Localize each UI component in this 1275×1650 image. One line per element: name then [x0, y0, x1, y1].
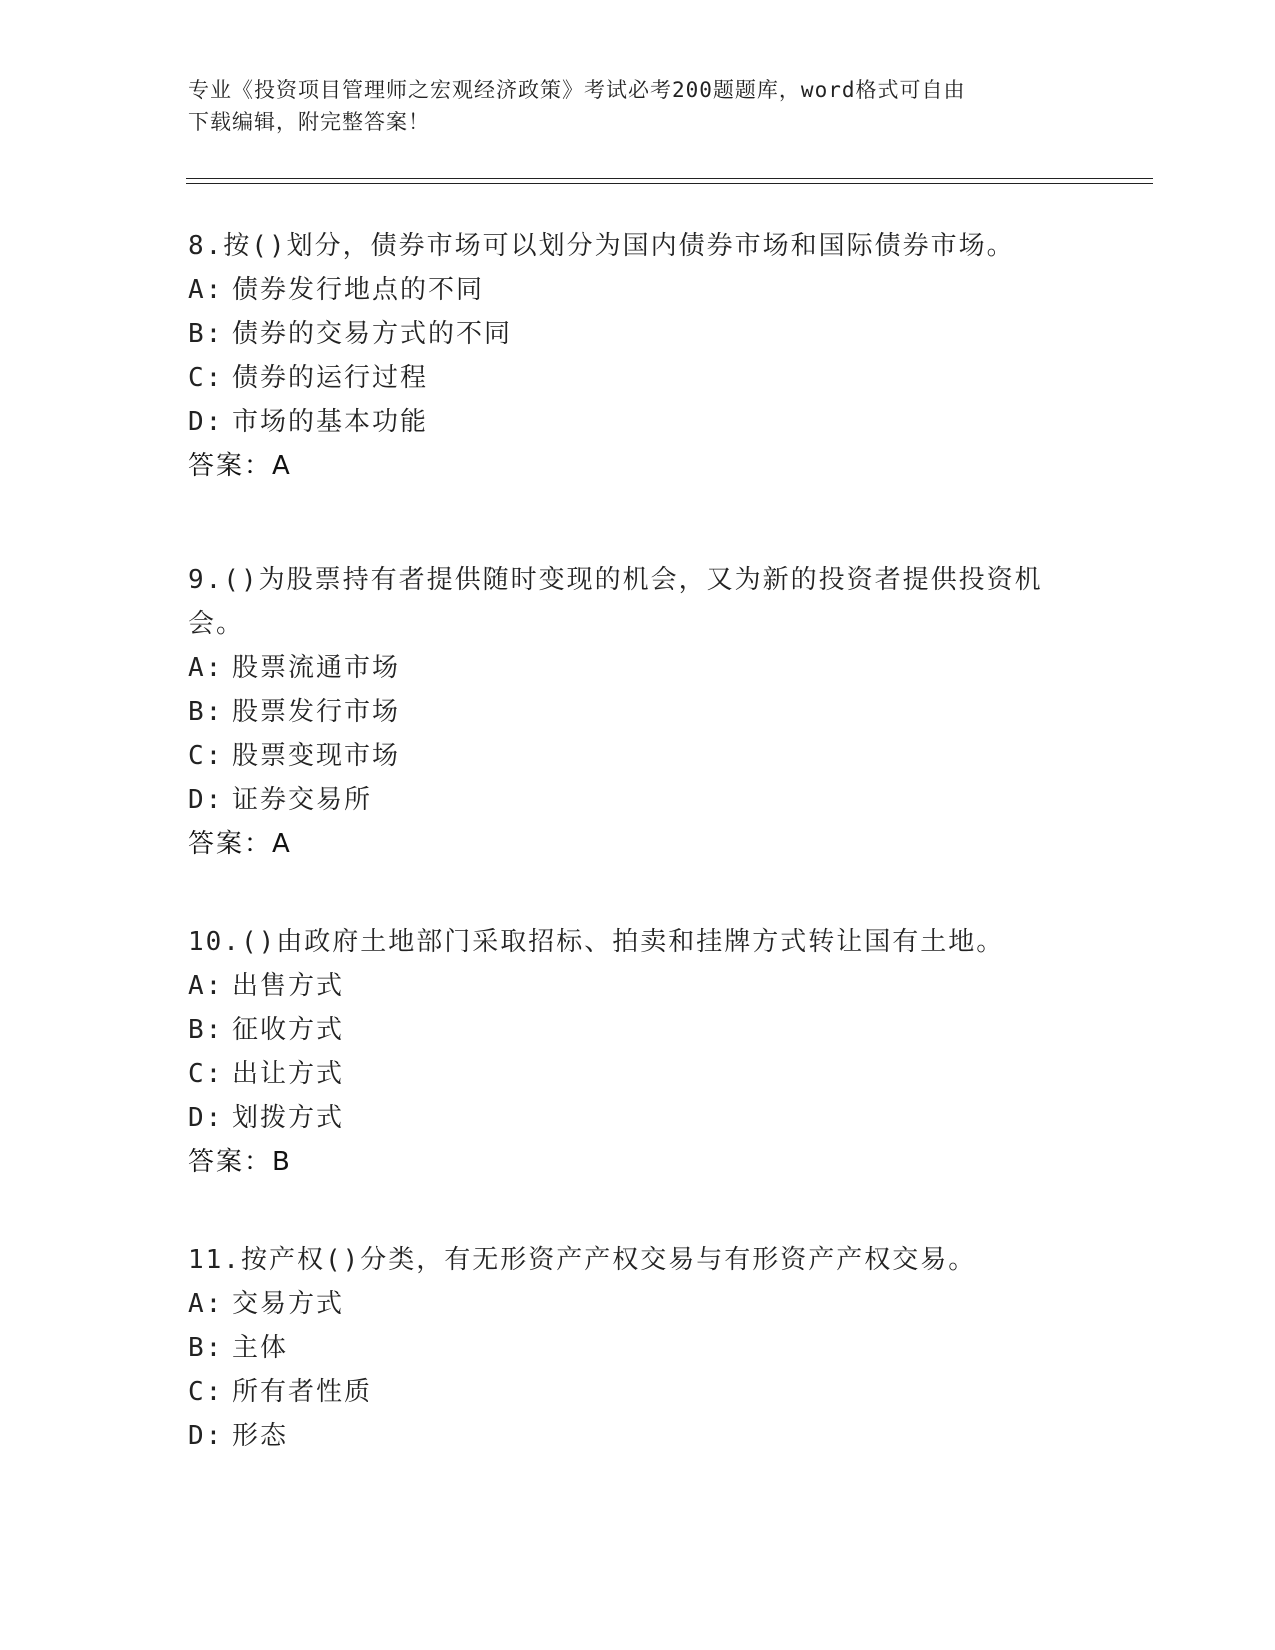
document-intro [188, 74, 1088, 138]
option-text: 股票发行市场 [232, 697, 401, 727]
option-b [188, 312, 1088, 356]
option-a [188, 268, 1088, 312]
option-text: 出让方式 [232, 1059, 345, 1089]
option-key: D: [188, 1421, 224, 1451]
intro-line-2: 下载编辑，附完整答案！ [188, 110, 430, 134]
option-text: 交易方式 [232, 1289, 345, 1319]
option-key: A: [188, 275, 224, 305]
question-stem: 10.()由政府土地部门采取招标、拍卖和挂牌方式转让国有土地。 [188, 927, 1005, 957]
answer-line: 答案：A [188, 451, 292, 481]
option-b [188, 1008, 1088, 1052]
option-key: C: [188, 1377, 224, 1407]
option-text: 股票变现市场 [232, 741, 401, 771]
option-a [188, 1282, 1088, 1326]
option-a [188, 646, 1088, 690]
option-text: 股票流通市场 [232, 653, 401, 683]
option-text: 市场的基本功能 [232, 407, 429, 437]
option-d [188, 778, 1088, 822]
option-key: B: [188, 1015, 224, 1045]
option-key: D: [188, 785, 224, 815]
option-text: 征收方式 [232, 1015, 345, 1045]
header-divider-bottom [186, 183, 1153, 184]
option-key: D: [188, 407, 224, 437]
option-d [188, 400, 1088, 444]
answer-line: 答案：A [188, 829, 292, 859]
option-d [188, 1414, 1088, 1458]
option-b [188, 1326, 1088, 1370]
option-d [188, 1096, 1088, 1140]
option-text: 形态 [232, 1421, 289, 1451]
option-text: 债券的交易方式的不同 [232, 319, 513, 349]
option-text: 主体 [232, 1333, 289, 1363]
option-key: C: [188, 363, 224, 393]
option-key: D: [188, 1103, 224, 1133]
option-b [188, 690, 1088, 734]
option-text: 证券交易所 [232, 785, 373, 815]
question-10 [188, 920, 1088, 1184]
question-stem: 11.按产权()分类，有无形资产产权交易与有形资产产权交易。 [188, 1245, 977, 1275]
option-text: 债券发行地点的不同 [232, 275, 485, 305]
option-key: A: [188, 1289, 224, 1319]
option-key: C: [188, 741, 224, 771]
question-8 [188, 224, 1088, 488]
option-c [188, 734, 1088, 778]
option-key: B: [188, 1333, 224, 1363]
option-key: A: [188, 971, 224, 1001]
question-stem: 8.按()划分，债券市场可以划分为国内债券市场和国际债券市场。 [188, 231, 1015, 261]
question-9 [188, 558, 1088, 866]
option-key: B: [188, 697, 224, 727]
option-key: C: [188, 1059, 224, 1089]
option-text: 所有者性质 [232, 1377, 373, 1407]
option-c [188, 1370, 1088, 1414]
option-c [188, 356, 1088, 400]
option-text: 划拨方式 [232, 1103, 345, 1133]
question-11 [188, 1238, 1088, 1458]
answer-line: 答案：B [188, 1147, 292, 1177]
option-text: 债券的运行过程 [232, 363, 429, 393]
option-c [188, 1052, 1088, 1096]
question-stem: 9.()为股票持有者提供随时变现的机会，又为新的投资者提供投资机会。 [188, 565, 1043, 639]
option-key: A: [188, 653, 224, 683]
option-a [188, 964, 1088, 1008]
intro-line-1: 专业《投资项目管理师之宏观经济政策》考试必考200题题库，word格式可自由 [188, 78, 966, 102]
option-text: 出售方式 [232, 971, 345, 1001]
header-divider-top [186, 178, 1153, 179]
option-key: B: [188, 319, 224, 349]
